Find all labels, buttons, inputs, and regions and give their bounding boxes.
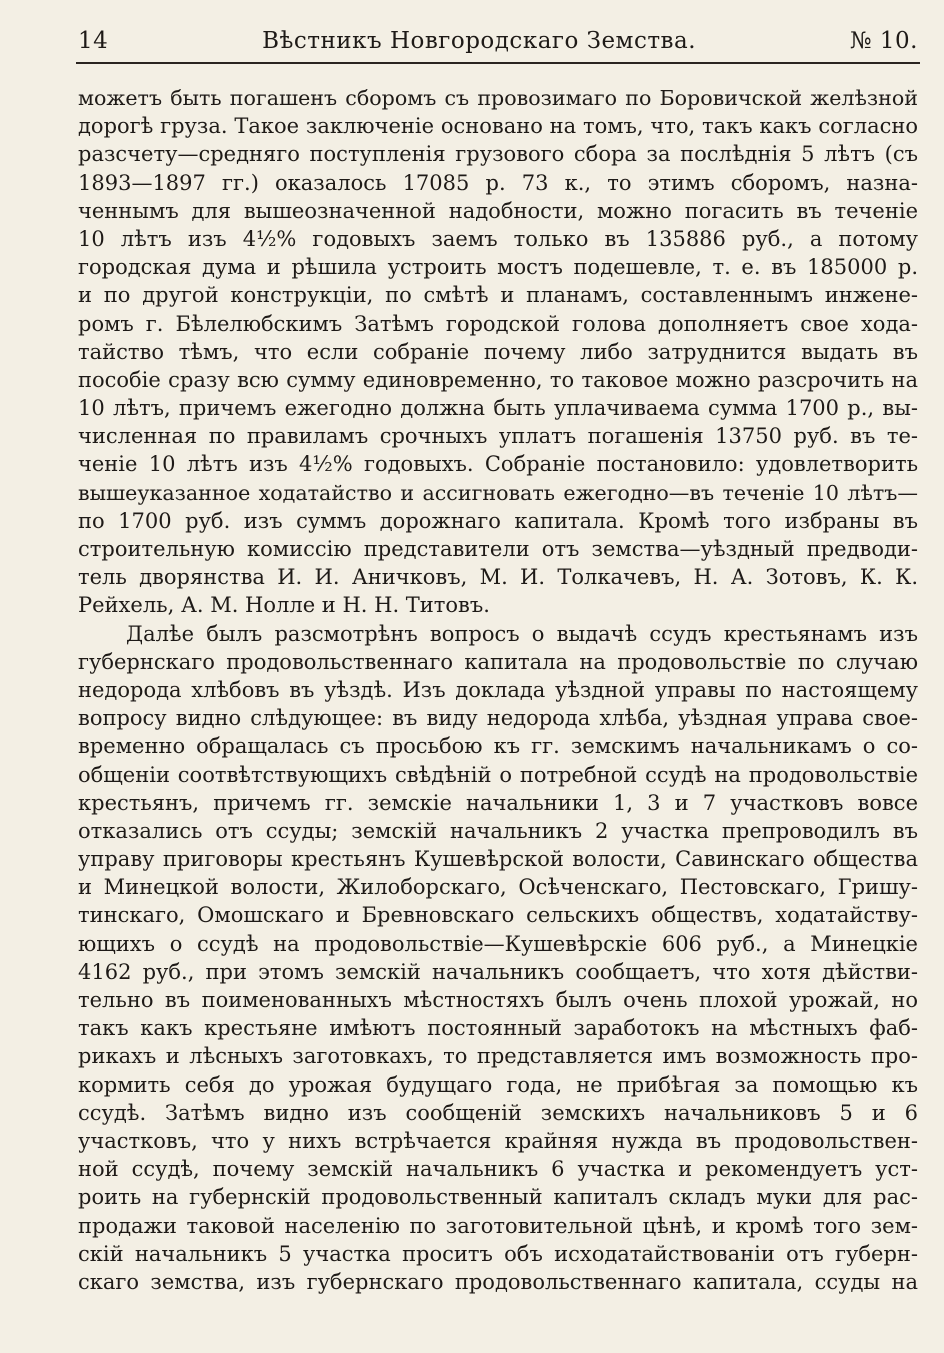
text-line: общеніи соотвѣтствующихъ свѣдѣній о потребной ссудѣ на продовольствіе [78,762,918,787]
text-line: 10 лѣтъ, причемъ ежегодно должна быть уплачиваема сумма 1700 р., вы- [78,396,918,421]
text-line: рикахъ и лѣсныхъ заготовкахъ, то представляется имъ возможность про- [78,1044,918,1069]
text-line: скій начальникъ 5 участка проситъ объ исходатайствованіи отъ губерн- [78,1241,918,1266]
text-line: ющихъ о ссудѣ на продовольствіе—Кушевѣрскіе 606 руб., а Минецкіе [78,931,918,956]
text-line: тель дворянства И. И. Аничковъ, М. И. Толкачевъ, Н. А. Зотовъ, К. К. [78,565,918,590]
body-text [78,84,918,1296]
text-line: дорогѣ груза. Такое заключеніе основано на томъ, что, такъ какъ согласно [78,114,918,139]
text-line: численная по правиламъ срочныхъ уплатъ погашенія 13750 руб. въ те- [78,424,918,449]
text-line: тинскаго, Омошскаго и Бревновскаго сельскихъ обществъ, ходатайству- [78,903,918,928]
running-header [78,28,918,58]
text-line: тельно въ поименованныхъ мѣстностяхъ былъ очень плохой урожай, но [78,988,918,1012]
text-line: городская дума и рѣшила устроить мостъ подешевле, т. е. въ 185000 р. [78,255,918,280]
text-line: ромъ г. Бѣлелюбскимъ Затѣмъ городской голова дополняетъ свое хода- [78,311,918,336]
text-line: вышеуказанное ходатайство и ассигновать ежегодно—въ теченіе 10 лѣтъ— [78,480,918,505]
text-line: недорода хлѣбовъ въ уѣздѣ. Изъ доклада уѣздной управы по настоящему [78,677,918,702]
text-line: роить на губернскій продовольственный капиталъ складъ муки для рас- [78,1185,918,1210]
text-line: и по другой конструкціи, по смѣтѣ и планамъ, составленнымъ инжене- [78,283,918,308]
text-line: такъ какъ крестьяне имѣютъ постоянный заработокъ на мѣстныхъ фаб- [78,1016,918,1041]
text-line: можетъ быть погашенъ сборомъ съ провозимаго по Боровичской желѣзной [78,86,918,110]
text-line: продажи таковой населенію по заготовительной цѣнѣ, и кромѣ того зем- [78,1213,918,1238]
journal-title: Вѣстникъ Новгородскаго Земства. [262,28,697,54]
page-number: 14 [78,28,109,54]
text-line: временно обращалась съ просьбою къ гг. земскимъ начальникамъ о со- [78,734,918,759]
text-line: ной ссудѣ, почему земскій начальникъ 6 участка и рекомендуетъ уст- [78,1157,918,1182]
text-line: разсчету—средняго поступленія грузового сбора за послѣднія 5 лѣтъ (съ [78,142,918,167]
text-line: отказались отъ ссуды; земскій начальникъ 2 участка препроводилъ въ [78,818,918,843]
text-line: ченіе 10 лѣтъ изъ 4½% годовыхъ. Собраніе постановило: удовлетворить [78,452,918,477]
issue-number: № 10. [849,28,918,54]
text-line: и Минецкой волости, Жилоборскаго, Осѣченскаго, Пестовскаго, Гришу- [78,875,918,900]
text-line: 10 лѣтъ изъ 4½% годовыхъ заемъ только въ 135886 руб., а потому [78,226,918,251]
text-line: тайство тѣмъ, что если собраніе почему либо затруднится выдать въ [78,339,918,364]
text-line: вопросу видно слѣдующее: въ виду недорода хлѣба, уѣздная управа свое- [78,706,918,731]
text-line: по 1700 руб. изъ суммъ дорожнаго капитала. Кромѣ того избраны въ [78,508,918,533]
text-line: ссудѣ. Затѣмъ видно изъ сообщеній земскихъ начальниковъ 5 и 6 [78,1100,918,1125]
text-line: 4162 руб., при этомъ земскій начальникъ сообщаетъ, что хотя дѣйстви- [78,959,918,984]
text-line: кормить себя до урожая будущаго года, не прибѣгая за помощью къ [78,1072,918,1097]
text-line: Далѣе былъ разсмотрѣнъ вопросъ о выдачѣ ссудъ крестьянамъ изъ [126,621,918,646]
text-line: участковъ, что у нихъ встрѣчается крайняя нужда въ продовольствен- [78,1128,918,1153]
text-line: управу приговоры крестьянъ Кушевѣрской волости, Савинскаго общества [78,847,918,872]
text-line: скаго земства, изъ губернскаго продовольственнаго капитала, ссуды на [78,1269,918,1294]
text-line: губернскаго продовольственнаго капитала на продовольствіе по случаю [78,649,918,674]
text-line: пособіе сразу всю сумму единовременно, то таковое можно разсрочить на [78,367,918,392]
text-line: ченнымъ для вышеозначенной надобности, можно погасить въ теченіе [78,198,918,223]
text-line: Рейхель, А. М. Нолле и Н. Н. Титовъ. [78,593,490,618]
text-line: 1893—1897 гг.) оказалось 17085 р. 73 к., то этимъ сборомъ, назна- [78,170,918,195]
text-line: крестьянъ, причемъ гг. земскіе начальники 1, 3 и 7 участковъ вовсе [78,790,918,815]
text-line: строительную комиссію представители отъ земства—уѣздный предводи- [78,537,918,561]
header-rule [76,62,920,64]
